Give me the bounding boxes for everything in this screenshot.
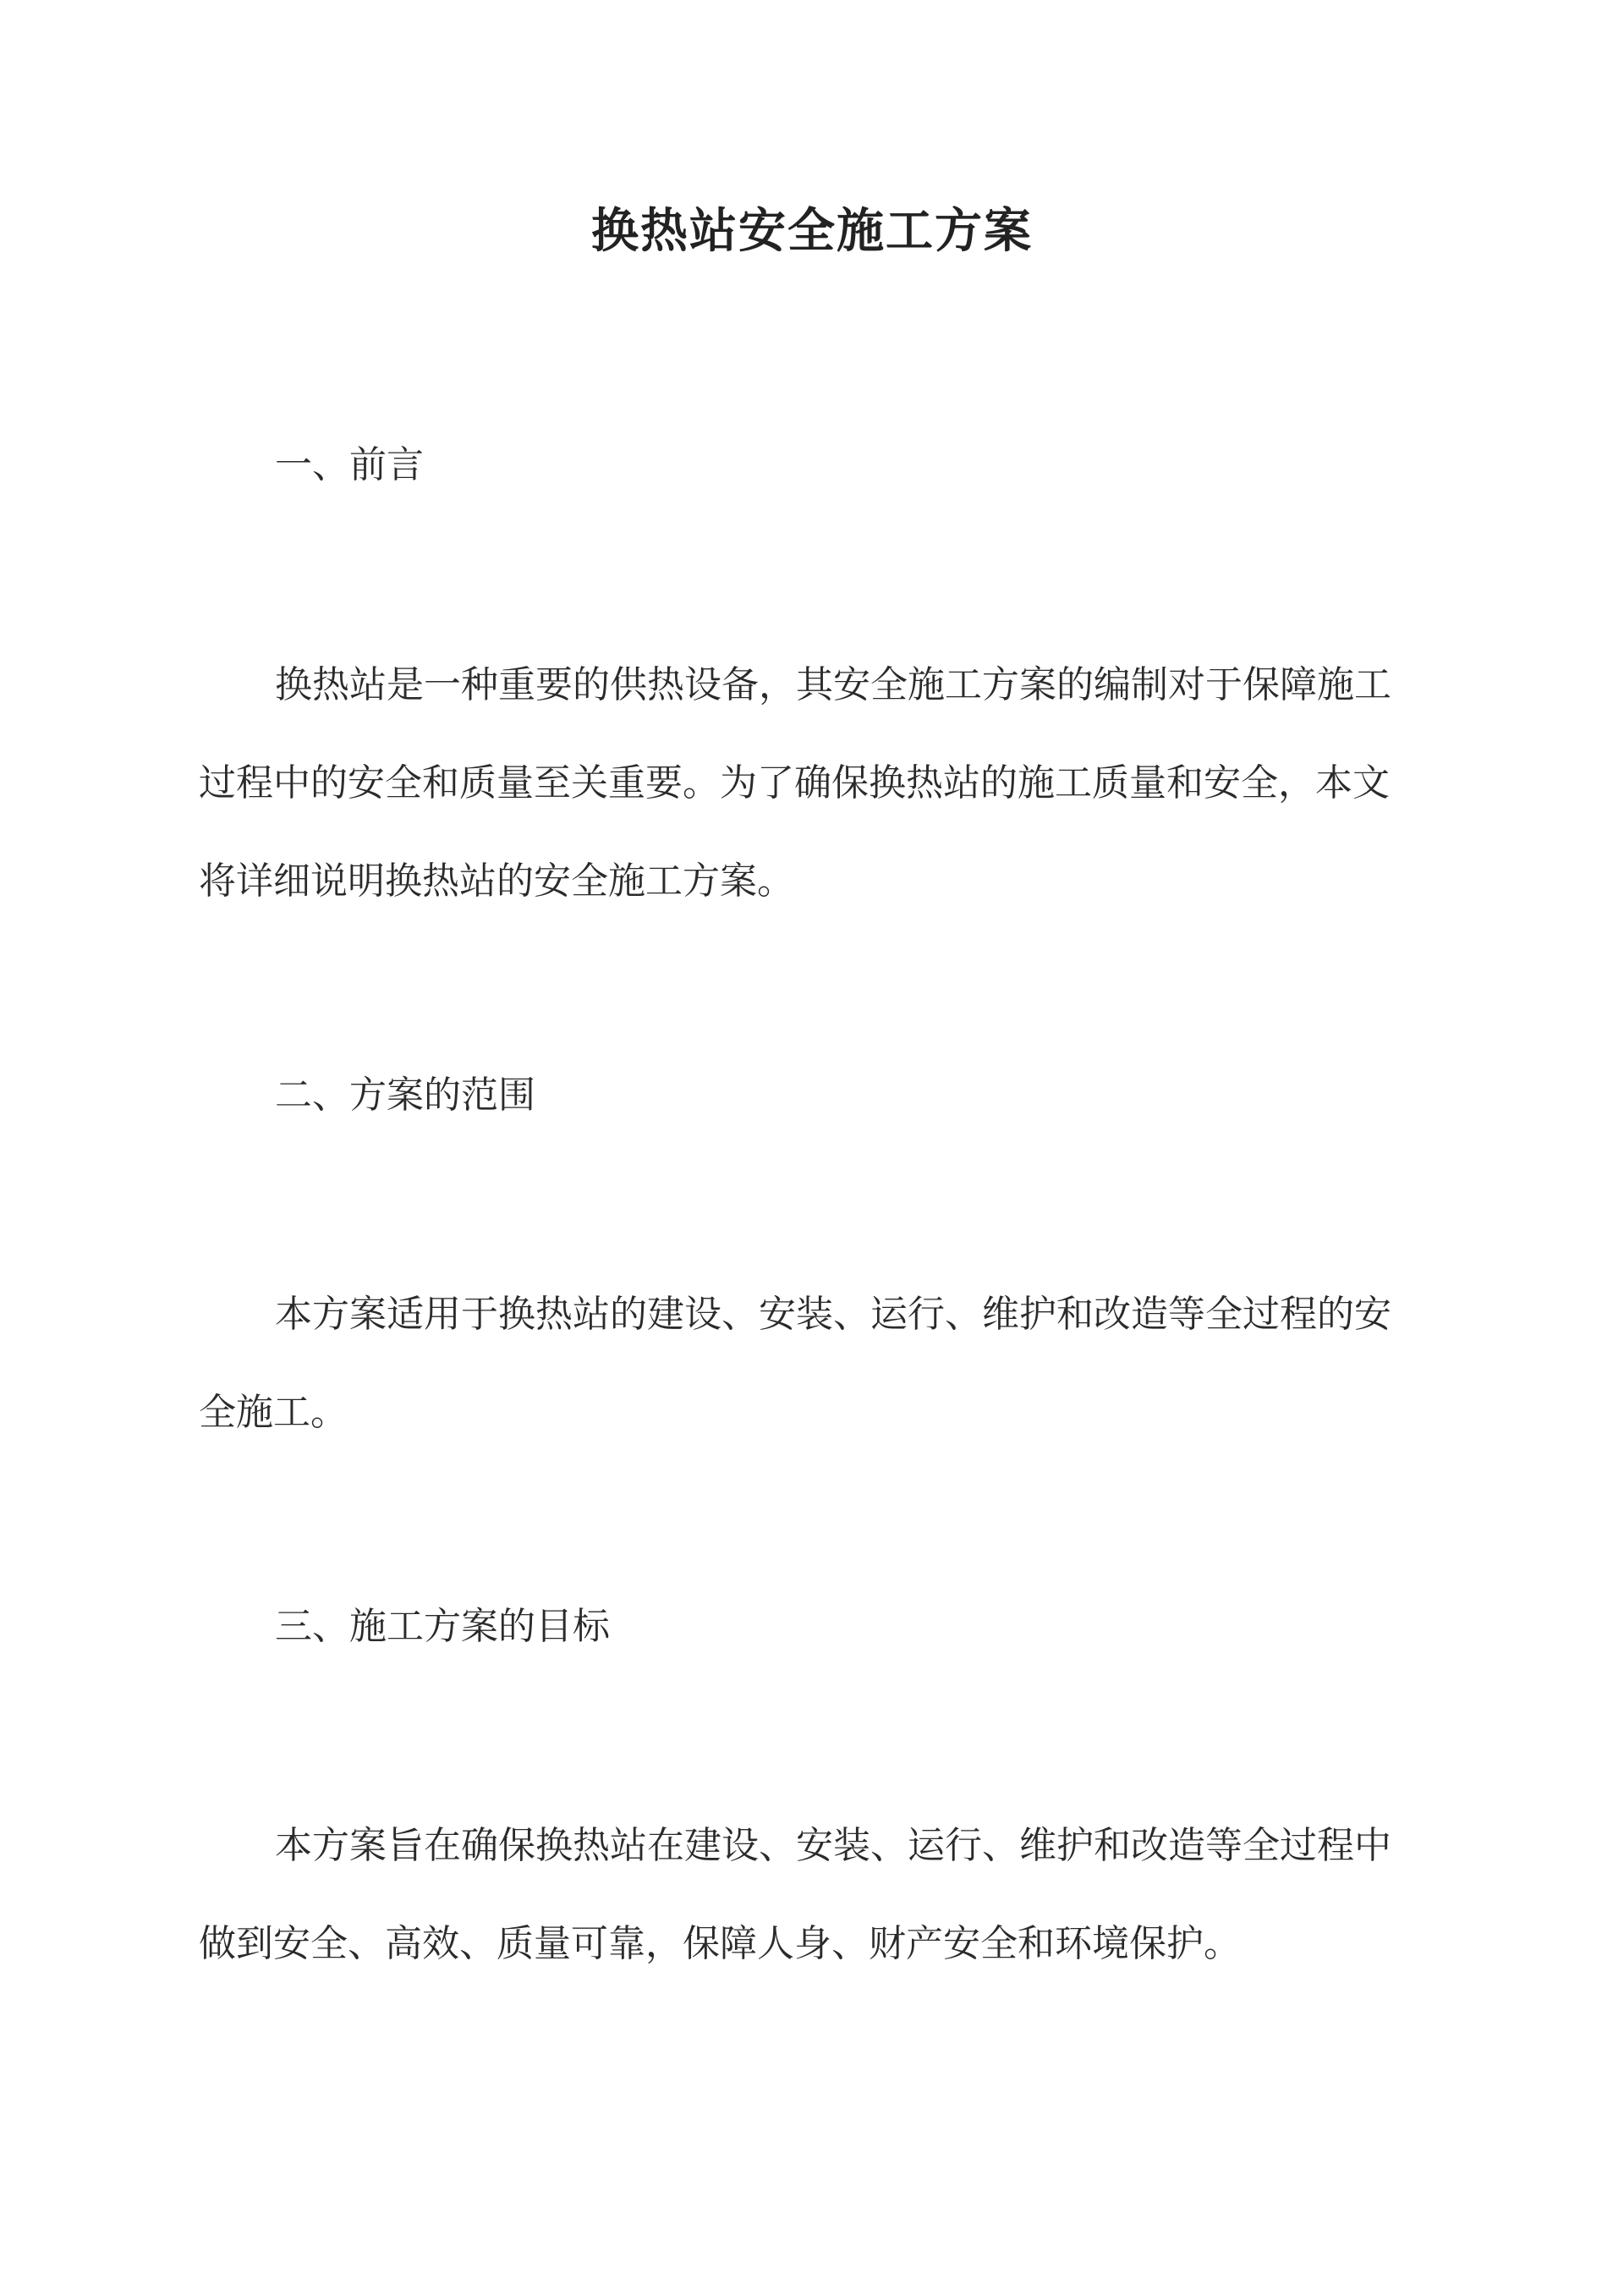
paragraph-line: 换热站是一种重要的供热设备，其安全施工方案的编制对于保障施工 [275, 663, 1391, 706]
section-paragraph-preface [199, 636, 1421, 931]
section-heading-scope: 二、方案的范围 [275, 1074, 535, 1117]
section-heading-goals: 三、施工方案的目标 [275, 1605, 610, 1648]
document-title: 换热站安全施工方案 [591, 203, 1033, 259]
paragraph-line: 将详细说明换热站的安全施工方案。 [199, 860, 794, 903]
paragraph-line: 做到安全、高效、质量可靠，保障人身、财产安全和环境保护。 [199, 1922, 1241, 1965]
paragraph-line: 本方案适用于换热站的建设、安装、运行、维护和改造等全过程的安 [275, 1293, 1391, 1336]
paragraph-line: 全施工。 [199, 1391, 348, 1434]
paragraph-line: 本方案旨在确保换热站在建设、安装、运行、维护和改造等全过程中 [275, 1824, 1391, 1867]
section-heading-preface: 一、前言 [275, 443, 424, 486]
section-paragraph-scope [199, 1266, 1421, 1462]
section-paragraph-goals [199, 1797, 1421, 1993]
paragraph-line: 过程中的安全和质量至关重要。为了确保换热站的施工质量和安全，本文 [199, 761, 1390, 805]
